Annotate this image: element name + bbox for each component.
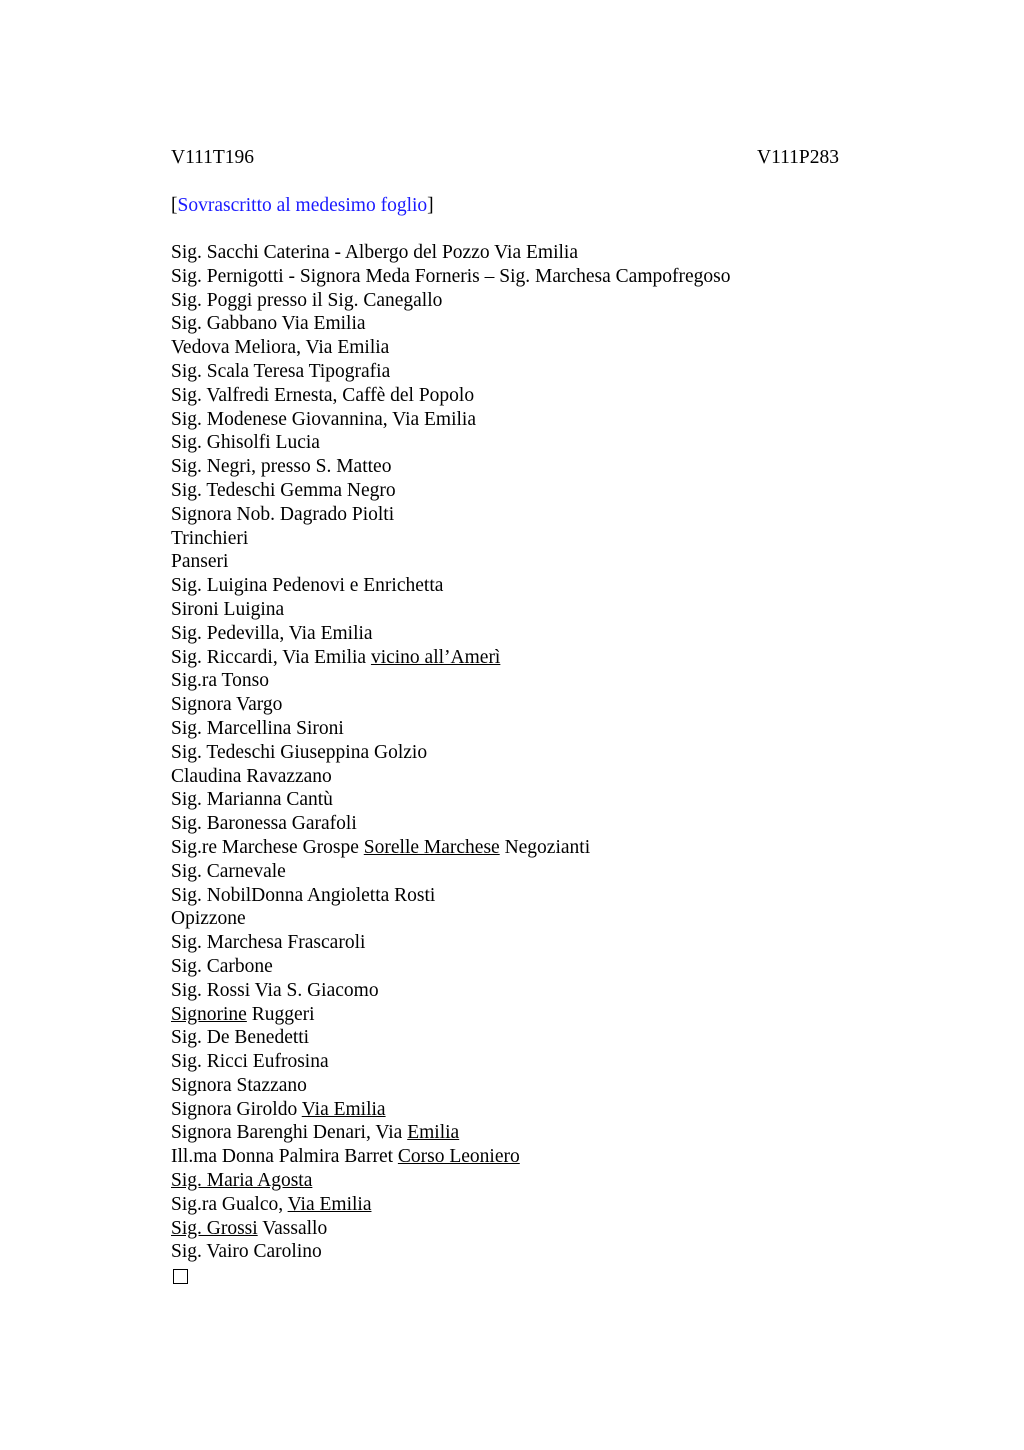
entry-text: Sig. Baronessa Garafoli — [171, 813, 357, 835]
entry-text: Sig. Sacchi Caterina - Albergo del Pozzo Via Emilia — [171, 242, 578, 263]
entry-text: Claudina Ravazzano — [171, 765, 332, 787]
list-item — [171, 1193, 839, 1217]
entry-text: Sig. Valfredi Ernesta, Caffè del Popolo — [171, 384, 475, 406]
list-item — [171, 360, 839, 384]
entry-text: Trinchieri — [171, 527, 249, 549]
entry-text: Sig. Vairo Carolino — [171, 1241, 322, 1263]
entry-text: Sig. Modenese Giovannina, Via Emilia — [171, 408, 477, 430]
list-item — [171, 1098, 839, 1122]
entry-text: Sig. Ricci Eufrosina — [171, 1051, 329, 1073]
entry-text: Vedova Meliora, Via Emilia — [171, 337, 390, 359]
underlined-text: Sig. Grossi — [171, 1217, 258, 1239]
list-item — [171, 741, 839, 765]
list-item — [171, 1240, 839, 1264]
list-item — [171, 884, 839, 908]
entry-text: Sig.re Marchese Grospe — [171, 836, 364, 858]
underlined-text: Sorelle Marchese — [363, 836, 500, 858]
entry-text: Opizzone — [171, 908, 246, 930]
list-item — [171, 1026, 839, 1050]
list-item — [171, 860, 839, 884]
left-reference-code: V111T196 — [171, 147, 255, 168]
entry-text: Sig. Gabbano Via Emilia — [171, 313, 366, 335]
entry-text: Sig. Pernigotti - Signora Meda Forneris – Sig. Marchesa Campofregoso — [171, 265, 731, 287]
document-header — [171, 145, 839, 171]
entry-text: Panseri — [171, 551, 229, 573]
list-item — [171, 455, 839, 479]
square-outline-icon — [173, 1269, 188, 1284]
underlined-text: Sig. Maria Agosta — [171, 1170, 313, 1192]
entry-text: Sig. NobilDonna Angioletta Rosti — [171, 884, 436, 906]
entry-text: Signora Giroldo — [171, 1098, 302, 1120]
entry-text: Signora Nob. Dagrado Piolti — [171, 503, 395, 525]
entry-text: Sig. Riccardi, Via Emilia — [171, 646, 371, 668]
list-item — [171, 1074, 839, 1098]
list-item — [171, 598, 839, 622]
entry-text: Sig.ra Tonso — [171, 670, 269, 692]
list-item — [171, 788, 839, 812]
list-item — [171, 574, 839, 598]
underlined-text: Via Emilia — [301, 1098, 386, 1120]
entry-text: Sig. Tedeschi Gemma Negro — [171, 479, 396, 501]
right-reference-code: V111P283 — [757, 147, 839, 168]
entry-text: Sig. Ghisolfi Lucia — [171, 432, 320, 454]
list-item — [171, 693, 839, 717]
entry-text: Signora Stazzano — [171, 1074, 307, 1096]
entry-text: Sironi Luigina — [171, 598, 285, 620]
list-item — [171, 1050, 839, 1074]
entry-text: Sig. Marianna Cantù — [171, 789, 333, 811]
entry-text: Signora Vargo — [171, 694, 283, 716]
list-item — [171, 622, 839, 646]
entry-text: Sig. Scala Teresa Tipografia — [171, 360, 391, 382]
list-item — [171, 527, 839, 551]
list-item — [171, 1217, 839, 1241]
list-item — [171, 503, 839, 527]
list-item — [171, 431, 839, 455]
entry-text: Sig. Carnevale — [171, 860, 286, 882]
list-item — [171, 955, 839, 979]
list-item — [171, 765, 839, 789]
document-page — [171, 145, 839, 1284]
underlined-text: vicino all’Amerì — [370, 646, 501, 668]
list-item — [171, 479, 839, 503]
entry-text: Sig. Pedevilla, Via Emilia — [171, 622, 373, 644]
entry-text: Sig. De Benedetti — [171, 1027, 310, 1049]
list-item — [171, 931, 839, 955]
note-close-bracket: ] — [427, 195, 434, 216]
list-item — [171, 836, 839, 860]
list-item — [171, 1169, 839, 1193]
list-item — [171, 289, 839, 313]
address-list — [171, 241, 839, 1264]
list-item — [171, 669, 839, 693]
list-item — [171, 717, 839, 741]
underlined-text: Signorine — [171, 1003, 247, 1025]
entry-text: Sig. Luigina Pedenovi e Enrichetta — [171, 575, 444, 597]
list-item — [171, 907, 839, 931]
list-item — [171, 812, 839, 836]
list-item — [171, 241, 839, 265]
note-text: Sovrascritto al medesimo foglio — [177, 195, 428, 216]
note-open-bracket: [ — [171, 195, 178, 216]
entry-text: Sig. Rossi Via S. Giacomo — [171, 979, 379, 1001]
entry-text: Ruggeri — [246, 1003, 315, 1025]
entry-text: Vassallo — [257, 1217, 328, 1239]
list-item — [171, 646, 839, 670]
entry-text: Sig.ra Gualco, — [171, 1193, 288, 1215]
underlined-text: Corso Leoniero — [397, 1146, 520, 1168]
entry-text: Sig. Tedeschi Giuseppina Golzio — [171, 741, 428, 763]
list-item — [171, 265, 839, 289]
entry-text: Negozianti — [499, 836, 591, 858]
entry-text: Signora Barenghi Denari, Via — [171, 1122, 408, 1144]
list-item — [171, 408, 839, 432]
list-item — [171, 1145, 839, 1169]
entry-text: Sig. Negri, presso S. Matteo — [171, 456, 392, 478]
list-item — [171, 1121, 839, 1145]
list-item — [171, 550, 839, 574]
entry-text: Ill.ma Donna Palmira Barret — [171, 1146, 398, 1168]
list-item — [171, 979, 839, 1003]
entry-text: Sig. Poggi presso il Sig. Canegallo — [171, 289, 443, 311]
list-item — [171, 312, 839, 336]
list-item — [171, 1003, 839, 1027]
entry-text: Sig. Carbone — [171, 955, 273, 977]
underlined-text: Via Emilia — [287, 1193, 372, 1215]
entry-text: Sig. Marchesa Frascaroli — [171, 932, 366, 954]
list-item — [171, 336, 839, 360]
list-item — [171, 384, 839, 408]
entry-text: Sig. Marcellina Sironi — [171, 717, 344, 739]
editorial-note — [171, 193, 839, 219]
underlined-text: Emilia — [407, 1122, 460, 1144]
